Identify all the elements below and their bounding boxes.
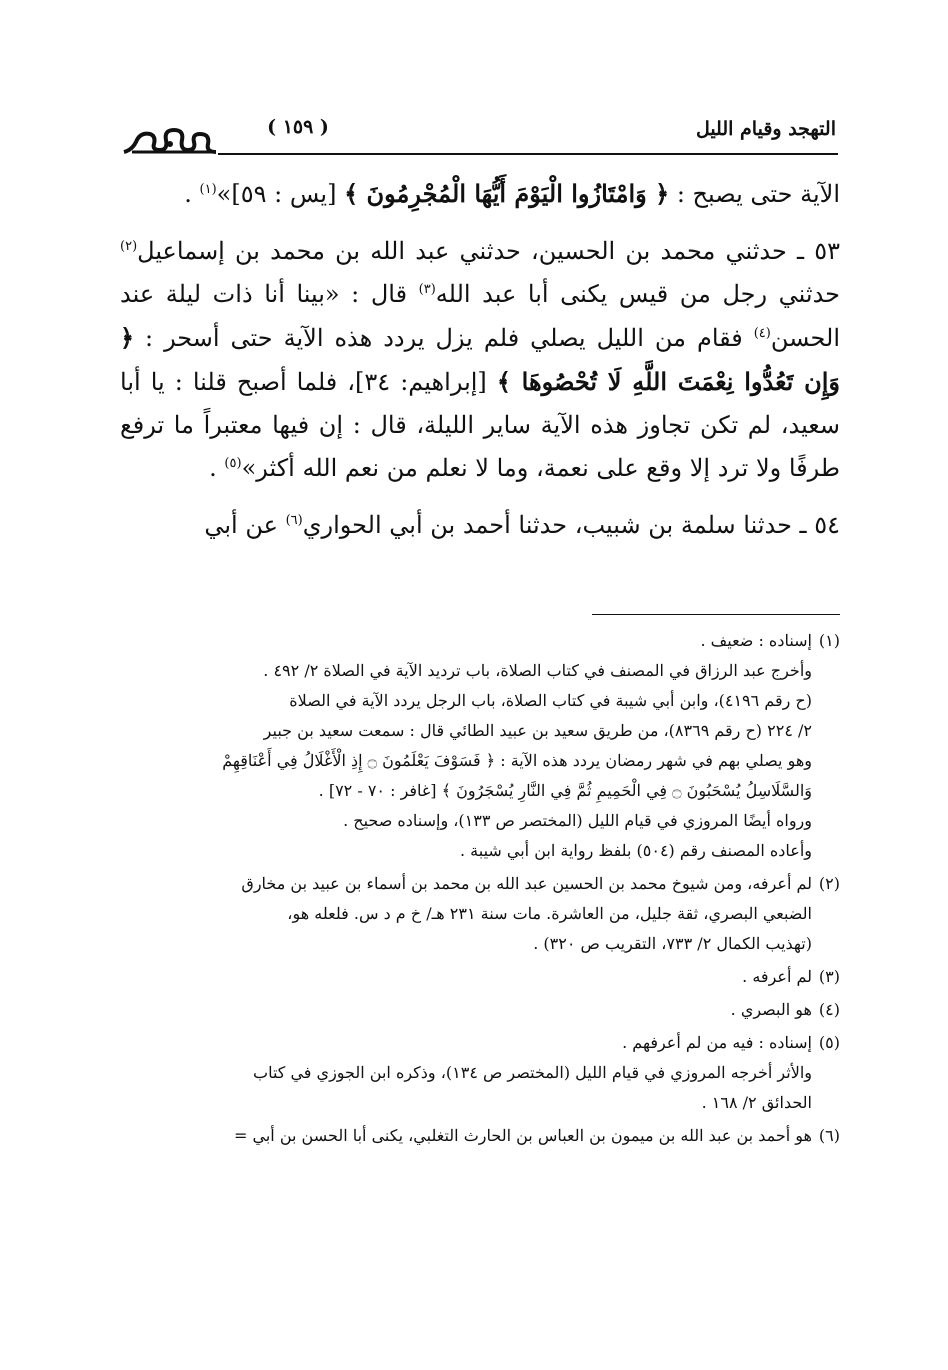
quran-verse: ﴿ وَإِن تَعُدُّوا نِعْمَتَ اللَّهِ لَا تُحْصُوهَا ﴾ (120, 323, 840, 396)
text-run: [إبراهيم: ٣٤]، فلما أصبح قلنا : يا أبا سعيد، لم تكن تجاوز هذه الآية ساير الليلة، قال : إن فيها معتبراً ما ترفع طرفًا ولا ترد إلا وقع على نعمة، وما لا نعلم من نعم الله أكثر» (120, 368, 840, 482)
footnote-1 (128, 626, 840, 866)
footnote-number: (٢) (818, 874, 840, 893)
footnote-line: وَالسَّلَاسِلُ يُسْحَبُونَ ۝ فِي الْحَمِيمِ ثُمَّ فِي النَّارِ يُسْجَرُونَ ﴾ [غافر : ٧٠ - ٧٢] . (318, 781, 812, 800)
text-run: . (209, 454, 225, 482)
footnote-marker: (٣) (418, 282, 436, 297)
footnote-line: لم أعرفه . (742, 967, 812, 986)
footnote-line: (تهذيب الكمال ٢/ ٧٣٣، التقريب ص ٣٢٠) . (533, 934, 812, 953)
footnote-line: وأخرج عبد الرزاق في المصنف في كتاب الصلاة، باب ترديد الآية في الصلاة ٢/ ٤٩٢ . (263, 661, 812, 680)
footnote-line: هو أحمد بن عبد الله بن ميمون بن العباس بن الحارث التغلبي، يكنى أبا الحسن بن أبي = (234, 1126, 812, 1145)
verse-reference: [يس : ٥٩]» (216, 180, 345, 208)
text-run: حدثني رجل من قيس يكنى أبا عبد الله (435, 280, 840, 308)
footnote-number: (٦) (818, 1126, 840, 1145)
footnote-line: لم أعرفه، ومن شيوخ محمد بن الحسين عبد الله بن محمد بن أسماء بن عبيد بن مخارق (241, 874, 812, 893)
footnote-line: ٢/ ٢٢٤ (ح رقم ٨٣٦٩)، من طريق سعيد بن عبيد الطائي قال : سمعت سعيد بن جبير (263, 721, 812, 740)
footnote-line: (ح رقم ٤١٩٦)، وابن أبي شيبة في كتاب الصلاة، باب الرجل يردد الآية في الصلاة (289, 691, 812, 710)
text-run: عن أبي (204, 511, 286, 539)
footnote-3 (128, 962, 840, 992)
footnote-marker: (٥) (224, 456, 242, 471)
paragraph-53 (120, 230, 840, 490)
footnote-number: (٣) (818, 967, 840, 986)
page-number: ( ١٥٩ ) (267, 116, 329, 138)
text-run: فقام من الليل يصلي فلم يزل يردد هذه الآية حتى أسحر : (134, 324, 754, 352)
footnotes (128, 626, 840, 1154)
footnote-marker: (٤) (753, 326, 771, 341)
text-run: الآية حتى يصبح : (669, 180, 840, 208)
footnote-2 (128, 869, 840, 959)
paragraph-continuation (120, 172, 840, 216)
text-run: . (184, 180, 200, 208)
text-run: قال : «بينا أنا ذات ليلة عند الحسن (120, 280, 840, 352)
running-head: التهجد وقيام الليل (695, 118, 836, 140)
footnote-line: وأعاده المصنف رقم (٥٠٤) بلفظ رواية ابن أبي شيبة . (459, 841, 812, 860)
footnote-line: إسناده : ضعيف . (700, 631, 812, 650)
footnote-marker: (٦) (285, 513, 303, 528)
footnote-number: (٤) (818, 1000, 840, 1019)
footnote-line: ورواه أيضًا المروزي في قيام الليل (المختصر ص ١٣٣)، وإسناده صحيح . (343, 811, 812, 830)
footnote-separator (592, 614, 840, 615)
main-text (120, 172, 840, 561)
footnote-line: إسناده : فيه من لم أعرفهم . (622, 1033, 812, 1052)
ornament-icon (122, 122, 218, 156)
footnote-line: الحدائق ٢/ ١٦٨ . (701, 1093, 812, 1112)
footnote-number: (٥) (818, 1033, 840, 1052)
footnote-6 (128, 1121, 840, 1151)
footnote-line: الضبعي البصري، ثقة جليل، من العاشرة. مات سنة ٢٣١ هـ/ خ م د س. فلعله هو، (287, 904, 812, 923)
footnote-4 (128, 995, 840, 1025)
header-rule (218, 153, 838, 155)
paragraph-54 (120, 504, 840, 547)
footnote-5 (128, 1028, 840, 1118)
footnote-line: والأثر أخرجه المروزي في قيام الليل (المختصر ص ١٣٤)، وذكره ابن الجوزي في كتاب (253, 1063, 812, 1082)
text-run: ٥٤ ـ حدثنا سلمة بن شبيب، حدثنا أحمد بن أبي الحواري (302, 511, 840, 539)
text-run: ٥٣ ـ حدثني محمد بن الحسين، حدثني عبد الله بن محمد بن إسماعيل (137, 237, 840, 265)
footnote-line: وهو يصلي بهم في شهر رمضان يردد هذه الآية : ﴿ فَسَوْفَ يَعْلَمُونَ ۝ إِذِ الْأَغْلَالُ فِي أَعْنَاقِهِمْ (222, 751, 812, 770)
footnote-line: هو البصري . (730, 1000, 812, 1019)
footnote-marker: (١) (199, 182, 217, 197)
quran-verse: ﴿ وَامْتَازُوا الْيَوْمَ أَيُّهَا الْمُجْرِمُونَ ﴾ (344, 179, 670, 208)
footnote-marker: (٢) (120, 239, 138, 254)
footnote-number: (١) (818, 631, 840, 650)
